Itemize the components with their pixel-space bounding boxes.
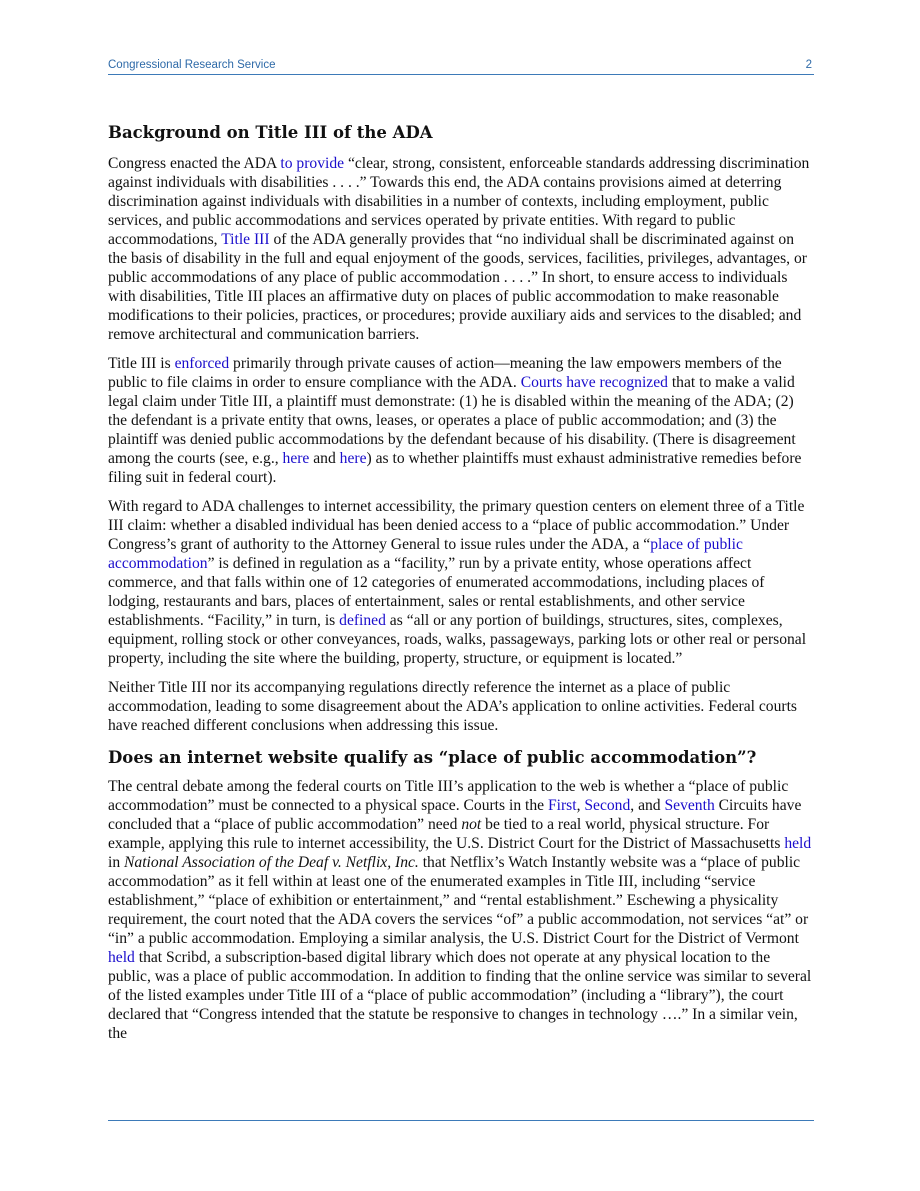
link-defined[interactable]: defined bbox=[339, 612, 386, 629]
link-here-first[interactable]: here bbox=[282, 450, 310, 467]
main-content bbox=[108, 122, 814, 1053]
link-second-circuit[interactable]: Second bbox=[584, 797, 631, 814]
section-heading-website-qualify: Does an internet website qualify as “place of public accommodation”? bbox=[108, 748, 757, 767]
text-run: that to make a valid legal claim under Title III, a plaintiff must demonstrate: (1) he is disabled within the meaning of the ADA; (2) the defendant is a private entity that owns, leases, or operates a place of public accommodation; and (3) the plaintiff was denied public accommodations by the defendant because of his disability. (There is disagreement among the courts (see, e.g., bbox=[108, 374, 796, 467]
text-run: that Netflix’s Watch Instantly website was a “place of public accommodation” as it fell within at least one of the enumerated examples in Title III, including “service establishment,” “place of exhibition or entertainment,” and “rental establishment.” Eschewing a physicality requirement, the court noted that the ADA covers the services “of” a public accommodation, not services “at” or “in” a public accommodation. Employing a similar analysis, the U.S. District Court for the District of Vermont bbox=[108, 854, 809, 947]
paragraph-central-debate bbox=[108, 777, 814, 1043]
header-publisher: Congressional Research Service bbox=[108, 59, 276, 71]
text-run: “clear, strong, consistent, enforceable standards addressing discrimination against individuals with disabilities . . . .” Towards this end, the ADA contains provisions aimed at deterring discrimination against individuals with disabilities in a number of contexts, including employment, public services, and public accommodations and services operated by private entities. With regard to public accommodations, bbox=[108, 155, 810, 248]
text-run: be tied to a real world, physical structure. For example, applying this rule to internet accessibility, the U.S. District Court for the District of Massachusetts bbox=[108, 816, 785, 852]
text-run: that Scribd, a subscription-based digital library which does not operate at any physical location to the public, was a place of public accommodation. In addition to finding that the online service was similar to several of the listed examples under Title III of a “place of public accommodation” (including a “library”), the court declared that “Congress intended that the statute be responsive to changes in technology ….” In a similar vein, the bbox=[108, 949, 812, 1042]
paragraph-congress-enacted bbox=[108, 154, 814, 344]
paragraph-neither-title-iii: Neither Title III nor its accompanying regulations directly reference the internet as a place of public accommodation, leading to some disagreement about the ADA’s application to online activities. Federal courts have reached different conclusions when addressing this issue. bbox=[108, 679, 797, 734]
page-number: 2 bbox=[805, 59, 812, 71]
text-run: Circuits have concluded that a “place of public accommodation” need bbox=[108, 797, 802, 833]
text-run: as “all or any portion of buildings, structures, sites, complexes, equipment, rolling stock or other conveyances, roads, walks, passageways, parking lots or other real or personal property, including the site where the building, property, structure, or equipment is located.” bbox=[108, 612, 807, 667]
text-run: and bbox=[309, 450, 340, 467]
case-name-netflix: National Association of the Deaf v. Netflix, Inc. bbox=[124, 854, 419, 871]
text-run: With regard to ADA challenges to internet accessibility, the primary question centers on element three of a Title III claim: whether a disabled individual has been denied access to a “place of public accommodation.” Under Congress’s grant of authority to the Attorney General to issue rules under the ADA, a “ bbox=[108, 498, 805, 553]
link-first-circuit[interactable]: First bbox=[547, 797, 577, 814]
text-run: primarily through private causes of action—meaning the law empowers members of the public to file claims in order to ensure compliance with the ADA. bbox=[108, 355, 782, 391]
text-run: of the ADA generally provides that “no individual shall be discriminated against on the basis of disability in the full and equal enjoyment of the goods, services, facilities, privileges, advantages, or public accommodations of any place of public accommodation . . . .” In short, to ensure access to individuals with disabilities, Title III places an affirmative duty on places of public accommodation to make reasonable modifications to their policies, practices, or procedures; provide auxiliary aids and services to the disabled; and remove architectural and communication barriers. bbox=[108, 231, 807, 343]
link-place-of-public-accommodation[interactable]: place of public accommodation bbox=[108, 536, 743, 572]
link-held-scribd[interactable]: held bbox=[108, 949, 135, 966]
text-run: , bbox=[576, 797, 585, 814]
text-run: ) as to whether plaintiffs must exhaust administrative remedies before filing suit in federal court). bbox=[108, 450, 802, 486]
link-to-provide[interactable]: to provide bbox=[280, 155, 345, 172]
footer-divider bbox=[108, 1120, 814, 1121]
link-courts-have-recognized[interactable]: Courts have recognized bbox=[520, 374, 668, 391]
paragraph-enforcement bbox=[108, 354, 814, 487]
link-title-iii[interactable]: Title III bbox=[221, 231, 270, 248]
running-header bbox=[108, 58, 814, 75]
section-heading-background: Background on Title III of the ADA bbox=[108, 123, 433, 142]
link-enforced[interactable]: enforced bbox=[174, 355, 230, 372]
link-seventh-circuit[interactable]: Seventh bbox=[664, 797, 715, 814]
text-run: The central debate among the federal courts on Title III’s application to the web is whether a “place of public accommodation” must be connected to a physical space. Courts in the bbox=[108, 778, 789, 814]
text-run: ” is defined in regulation as a “facility,” run by a private entity, whose operations affect commerce, and that falls within one of 12 categories of enumerated accommodations, including places of lodging, restaurants and bars, places of entertainment, sales or rental establishments, and other service establishments. “Facility,” in turn, is bbox=[108, 555, 765, 629]
text-run: in bbox=[108, 854, 125, 871]
text-run: Congress enacted the ADA bbox=[108, 155, 281, 172]
text-run: Title III is bbox=[108, 355, 175, 372]
text-run: , and bbox=[630, 797, 665, 814]
paragraph-internet-accessibility bbox=[108, 497, 814, 668]
link-here-second[interactable]: here bbox=[339, 450, 367, 467]
emphasis-not: not bbox=[461, 816, 482, 833]
link-held-netflix[interactable]: held bbox=[784, 835, 812, 852]
